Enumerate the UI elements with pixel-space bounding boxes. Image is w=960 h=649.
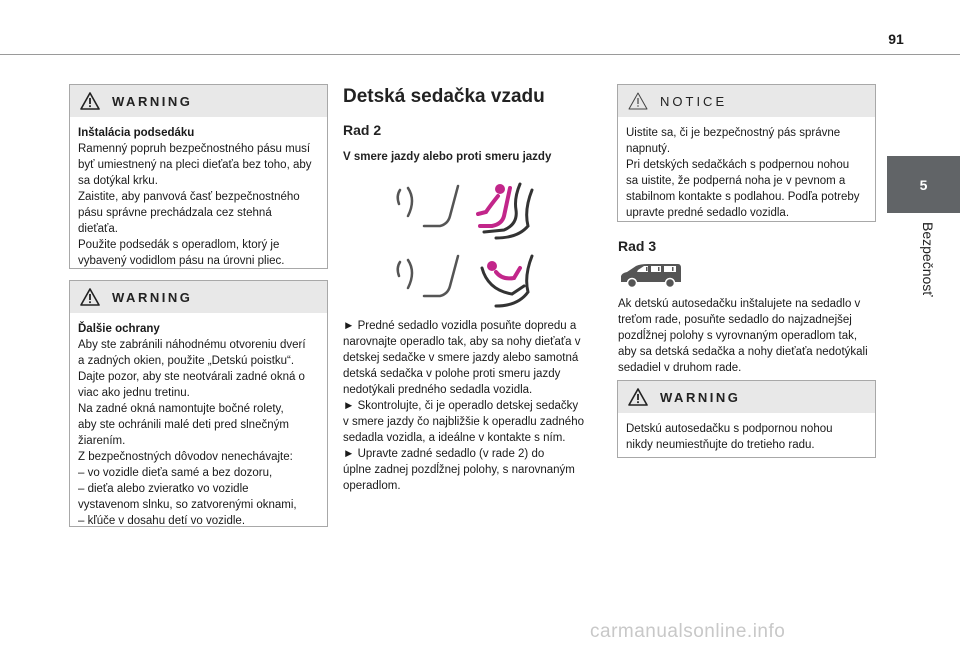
text-line: nikdy neumiestňujte do tretieho radu.	[626, 439, 815, 451]
row-2-instructions	[343, 318, 605, 494]
warning-header	[70, 281, 327, 313]
warning-label: WARNING	[660, 389, 741, 405]
text-line: ► Skontrolujte, či je operadlo detskej sedačky	[343, 400, 579, 412]
text-line: – vo vozidle dieťa samé a bez dozoru,	[78, 467, 273, 479]
warning-triangle-icon	[628, 388, 648, 406]
text-line: byť umiestnený na pleci dieťaťa bez toho, aby	[78, 159, 312, 171]
notice-label: NOTICE	[660, 93, 728, 109]
text-line: napnutý.	[626, 143, 671, 155]
text-line: detskej sedačke v smere jazdy alebo samotná	[343, 352, 579, 364]
warning-box-other-protections	[69, 280, 328, 527]
notice-box	[617, 84, 876, 222]
text-line: Ak detskú autosedačku inštalujete na sedadlo v	[618, 298, 861, 310]
text-line: Na zadné okná namontujte bočné rolety,	[78, 403, 284, 415]
text-line: narovnajte operadlo tak, aby sa nohy dieťaťa v	[343, 336, 581, 348]
warning-triangle-icon	[80, 288, 100, 306]
text-line: sedadla vozidla, a ideálne v kontakte s ním.	[343, 432, 566, 444]
text-line: viac ako jednu tretinu.	[78, 387, 190, 399]
warning-triangle-icon	[80, 92, 100, 110]
warning-box-installation	[69, 84, 328, 269]
warning-body	[70, 117, 327, 277]
text-line: – kľúče v dosahu detí vo vozidle.	[78, 515, 246, 527]
chapter-label: Bezpečnosť	[920, 222, 936, 297]
text-line: vybavený vodidlom pásu na úrovni pliec.	[78, 255, 285, 267]
text-line: pozdĺžnej polohy s vyrovnaným operadlom tak,	[618, 330, 858, 342]
text-line: vystavenom slnku, so zatvorenými oknami,	[78, 499, 297, 511]
text-line: – dieťa alebo zvieratko vo vozidle	[78, 483, 249, 495]
text-line: sa uistite, že podperná noha je v pevnom a	[626, 175, 846, 187]
text-line: detská sedačka v polohe proti smeru jazdy	[343, 368, 561, 380]
notice-body	[618, 117, 875, 229]
warning-header	[70, 85, 327, 117]
text-line: Detskú autosedačku s podpornou nohou	[626, 423, 833, 435]
text-line: úplne zadnej pozdĺžnej polohy, s narovnaným	[343, 464, 575, 476]
text-line: žiarením.	[78, 435, 126, 447]
text-line: Z bezpečnostných dôvodov nenechávajte:	[78, 451, 293, 463]
row-3-heading: Rad 3	[618, 238, 657, 254]
text-line: v smere jazdy čo najbližšie k operadlu zadného	[343, 416, 584, 428]
text-line: ► Predné sedadlo vozidla posuňte dopredu a	[343, 320, 577, 332]
text-line: aby sa detská sedačka a nohy dieťaťa nedotýkali	[618, 346, 868, 358]
forward-facing-seat-illustration	[392, 180, 542, 242]
text-line: a zadných okien, použite „Detskú poistku“.	[78, 355, 295, 367]
direction-subheading: V smere jazdy alebo proti smeru jazdy	[343, 151, 552, 163]
warning-label: WARNING	[112, 289, 193, 305]
row-3-instructions	[618, 296, 880, 376]
chapter-tab-number: 5	[919, 176, 928, 193]
text-line: nedotýkali predného sedadla vozidla.	[343, 384, 533, 396]
text-line: aby ste ochránili malé deti pred slnečným	[78, 419, 289, 431]
warning-body	[618, 413, 875, 461]
warning-body	[70, 313, 327, 537]
notice-header	[618, 85, 875, 117]
text-line: treťom rade, posuňte sedadlo do najzadnejšej	[618, 314, 852, 326]
text-line: pásu správne prechádzala cez stehná	[78, 207, 272, 219]
text-line: operadlom.	[343, 480, 401, 492]
text-line: Aby ste zabránili náhodnému otvoreniu dverí	[78, 339, 306, 351]
text-line: sa dotýkal krku.	[78, 175, 158, 187]
rear-facing-seat-illustration	[392, 248, 542, 310]
vehicle-rows-icon	[618, 262, 684, 290]
footer-watermark: carmanualsonline.info	[590, 621, 786, 642]
text-line: Dajte pozor, aby ste neotvárali zadné okná o	[78, 371, 305, 383]
warning-box-third-row	[617, 380, 876, 458]
page-number: 91	[888, 31, 904, 47]
warning-heading: Ďalšie ochrany	[78, 323, 160, 335]
section-title: Detská sedačka vzadu	[343, 86, 545, 107]
text-line: Použite podsedák s operadlom, ktorý je	[78, 239, 280, 251]
text-line: upravte predné sedadlo vozidla.	[626, 207, 790, 219]
text-line: Zaistite, aby panvová časť bezpečnostného	[78, 191, 300, 203]
text-line: Ramenný popruh bezpečnostného pásu musí	[78, 143, 311, 155]
text-line: Uistite sa, či je bezpečnostný pás správne	[626, 127, 841, 139]
chapter-tab[interactable]	[887, 156, 960, 213]
text-line: dieťaťa.	[78, 223, 118, 235]
notice-triangle-icon	[628, 92, 648, 110]
row-2-heading: Rad 2	[343, 122, 382, 138]
text-line: sedadiel v druhom rade.	[618, 362, 742, 374]
warning-header	[618, 381, 875, 413]
warning-label: WARNING	[112, 93, 193, 109]
text-line: ► Upravte zadné sedadlo (v rade 2) do	[343, 448, 545, 460]
header-rule	[0, 54, 960, 55]
text-line: Pri detských sedačkách s podpernou nohou	[626, 159, 850, 171]
warning-heading: Inštalácia podsedáku	[78, 127, 195, 139]
text-line: stabilnom kontakte s podlahou. Podľa potreby	[626, 191, 860, 203]
